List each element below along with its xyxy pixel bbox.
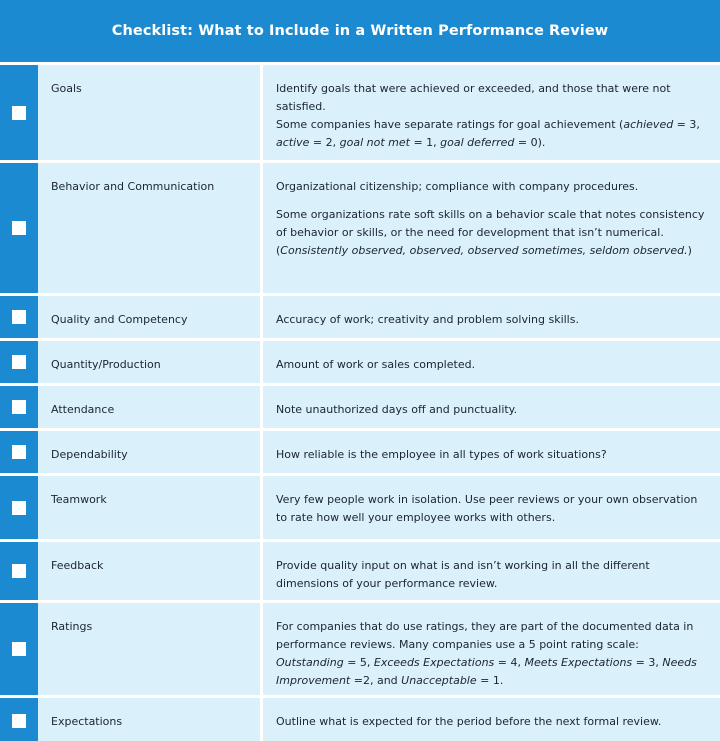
- row-description: [263, 65, 720, 160]
- checklist-row-ratings: [0, 603, 720, 695]
- page-title: Checklist: What to Include in a Written Performance Review: [0, 0, 720, 62]
- checkbox-expectations[interactable]: [12, 714, 26, 728]
- checkbox-cell: [0, 163, 38, 293]
- description-text: Amount of work or sales completed.: [276, 358, 476, 371]
- description-text: Accuracy of work; creativity and problem solving skills.: [276, 313, 579, 326]
- checkbox-attendance[interactable]: [12, 400, 26, 414]
- plain-text: = 1,: [409, 136, 441, 149]
- checkbox-quantity-production[interactable]: [12, 355, 26, 369]
- checkbox-teamwork[interactable]: [12, 501, 26, 515]
- row-label: Feedback: [38, 542, 260, 600]
- checkbox-cell: [0, 476, 38, 539]
- row-label: Quantity/Production: [38, 341, 260, 383]
- checkbox-ratings[interactable]: [12, 642, 26, 656]
- checkbox-cell: [0, 698, 38, 741]
- row-description: [263, 296, 720, 338]
- checkbox-cell: [0, 296, 38, 338]
- plain-text: = 3,: [673, 118, 700, 131]
- italic-text: achieved: [623, 118, 674, 131]
- italic-text: Meets Expectations: [524, 656, 633, 669]
- row-description: [263, 386, 720, 428]
- row-label: Expectations: [38, 698, 260, 741]
- checkbox-behavior-communication[interactable]: [12, 221, 26, 235]
- row-label: Goals: [38, 65, 260, 160]
- plain-text: = 1.: [476, 674, 504, 687]
- description-text: Organizational citizenship; compliance with company procedures.: [276, 180, 639, 193]
- checklist-row-attendance: [0, 386, 720, 428]
- checkbox-dependability[interactable]: [12, 445, 26, 459]
- checklist-row-teamwork: [0, 476, 720, 539]
- checklist-row-feedback: [0, 542, 720, 600]
- description-text: Very few people work in isolation. Use peer reviews or your own observation to rate how well your employee works with others.: [276, 493, 698, 524]
- row-label: Ratings: [38, 603, 260, 695]
- checkbox-quality-competency[interactable]: [12, 310, 26, 324]
- row-label: Dependability: [38, 431, 260, 473]
- italic-text: Outstanding: [276, 656, 344, 669]
- row-label: Teamwork: [38, 476, 260, 539]
- row-description: [263, 163, 720, 293]
- plain-text: = 5,: [343, 656, 374, 669]
- checkbox-cell: [0, 542, 38, 600]
- description-text: Note unauthorized days off and punctuality.: [276, 403, 518, 416]
- row-description: [263, 603, 720, 695]
- checkbox-cell: [0, 603, 38, 695]
- plain-text: ): [687, 244, 692, 257]
- description-text: How reliable is the employee in all types of work situations?: [276, 448, 607, 461]
- checkbox-cell: [0, 431, 38, 473]
- row-label: Behavior and Communication: [38, 163, 260, 293]
- row-description: [263, 341, 720, 383]
- checklist-row-quality-competency: [0, 296, 720, 338]
- checkbox-cell: [0, 386, 38, 428]
- plain-text: = 2,: [309, 136, 340, 149]
- checkbox-feedback[interactable]: [12, 564, 26, 578]
- description-text: Provide quality input on what is and isn’t working in all the different dimensions of your performance review.: [276, 559, 650, 590]
- italic-text: goal not met: [339, 136, 410, 149]
- italic-text: goal deferred: [440, 136, 515, 149]
- row-description: [263, 476, 720, 539]
- checkbox-goals[interactable]: [12, 106, 26, 120]
- row-description: [263, 698, 720, 741]
- description-text: Outline what is expected for the period before the next formal review.: [276, 715, 662, 728]
- description-text: Some companies have separate ratings for goal achievement (achieved = 3, active = 2, goal not met = 1, goal deferred = 0).: [276, 118, 700, 149]
- row-description: [263, 431, 720, 473]
- row-label: Attendance: [38, 386, 260, 428]
- italic-text: active: [276, 136, 310, 149]
- checkbox-cell: [0, 65, 38, 160]
- plain-text: =2, and: [350, 674, 402, 687]
- checkbox-cell: [0, 341, 38, 383]
- plain-text: = 0).: [514, 136, 546, 149]
- checklist-row-dependability: [0, 431, 720, 473]
- plain-text: = 3,: [632, 656, 663, 669]
- row-description: [263, 542, 720, 600]
- description-text: Identify goals that were achieved or exceeded, and those that were not satisfied.: [276, 82, 671, 113]
- checklist-row-behavior-communication: [0, 163, 720, 293]
- description-text: Some organizations rate soft skills on a behavior scale that notes consistency of behavior or skills, or the need for development that isn’t numerical. (Consistently observed, observed, observed sometimes, seldom observed.): [276, 208, 705, 257]
- italic-text: Unacceptable: [401, 674, 477, 687]
- italic-text: Needs Improvement: [276, 656, 697, 687]
- checklist-row-expectations: [0, 698, 720, 741]
- plain-text: = 4,: [494, 656, 525, 669]
- checklist-row-quantity-production: [0, 341, 720, 383]
- italic-text: Consistently observed, observed, observed sometimes, seldom observed.: [280, 244, 688, 257]
- checklist-row-goals: [0, 65, 720, 160]
- italic-text: Exceeds Expectations: [373, 656, 495, 669]
- description-text: For companies that do use ratings, they are part of the documented data in performance reviews. Many companies use a 5 point rating scale: Outstanding = 5, Exceeds Expectations = 4, Meets Expectations = 3, Needs Improvement =2, and Unacceptable = 1.: [276, 620, 697, 687]
- row-label: Quality and Competency: [38, 296, 260, 338]
